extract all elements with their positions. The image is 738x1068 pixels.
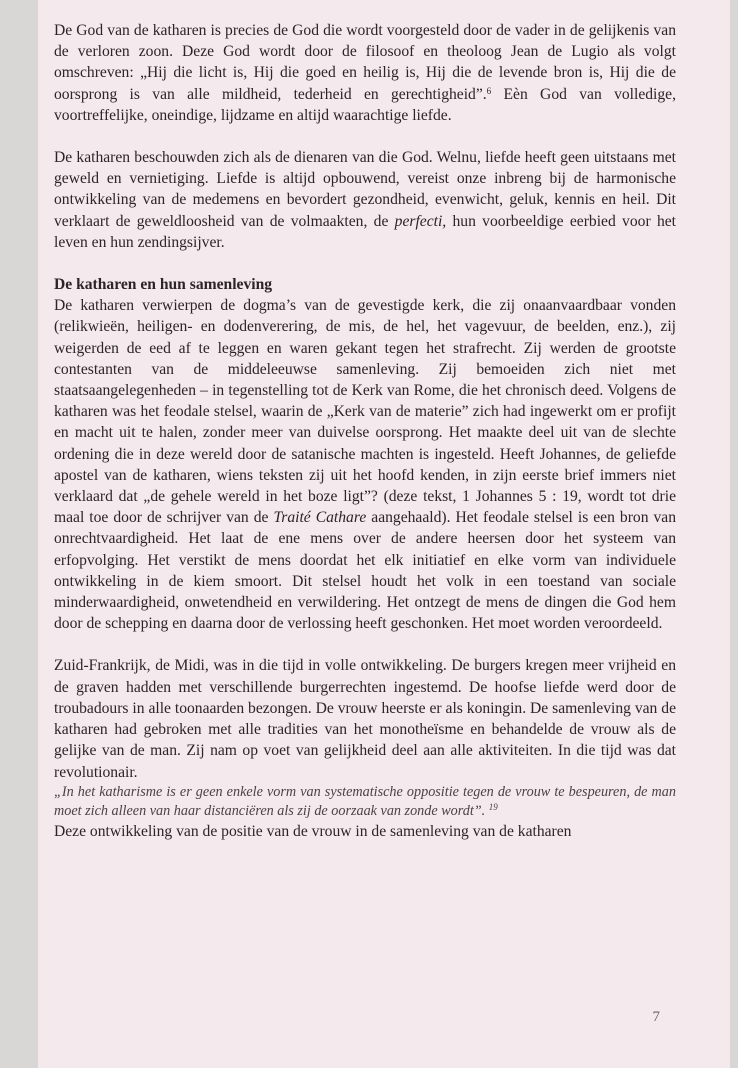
block-quote: „In het katharisme is er geen enkele vorm van systematische oppositie tegen de vrouw te bespeuren, de man moet zich alleen van haar distanciëren als zij de oorzaak van zonde wordt”. $^{19}$	[54, 783, 676, 819]
section-heading: De katharen en hun samenleving	[54, 276, 273, 294]
paragraph-4: Zuid-Frankrijk, de Midi, was in die tijd in volle ontwikkeling. De burgers kregen meer vrijheid en de graven hadden met verschillende burgerrechten ingestemd. De hoofse liefde werd door de troubadours in alle toonaarden bezongen. De vrouw heerste er als koningin. De samenleving van de katharen had gebroken met alle tradities van het monotheïsme en behandelde de vrouw als de gelijke van de man. Zij nam op voet van gelijkheid deel aan alle aktiviteiten. In die tijd was dat revolutionair.	[54, 657, 676, 781]
book-page	[38, 0, 730, 1068]
page-number: 7	[652, 1009, 660, 1025]
footnote-ref: 19	[488, 801, 498, 812]
paragraph-1: De God van de katharen is precies de God die wordt voorgesteld door de vader in de gelijkenis van de verloren zoon. Deze God wordt door de filosoof en theoloog Jean de Lugio als volgt omschreven: „Hij die licht is, Hij die goed en heilig is, Hij die de levende bron is, Hij die de oorsprong is van alle mildheid, tederheid en gerechtigheid”.$^6$ Eèn God van volledige, voortreffelijke, oneindige, lijdzame en altijd waarachtige liefde.	[54, 22, 676, 124]
paragraph-3: De katharen verwierpen de dogma’s van de gevestigde kerk, die zij onaanvaardbaar vonden (relikwieën, heiligen- en dodenverering, de mis, de hel, het vagevuur, de beelden, enz.), zij weigerden de eed af te leggen en waren gekant tegen het strafrecht. Zij werden de grootste contestanten van de middeleeuwse samenleving. Zij bemoeiden zich niet met staatsaangelegenheden – in tegenstelling tot de Kerk van Rome, die het chronisch deed. Volgens de katharen was het feodale stelsel, waarin de „Kerk van de materie” zich had ingewerkt om er profijt en macht uit te halen, zonder meer van duivelse oorsprong. Het maakte deel uit van de slechte ordening die in deze wereld door de satanische machten is ingesteld. Heeft Johannes, de geliefde apostel van de katharen, wiens teksten zij uit het hoofd kenden, in zijn eerste brief immers niet verklaard dat „de gehele wereld in het boze ligt”? (deze tekst, 1 Johannes 5 : 19, wordt tot drie maal toe door de schrijver van de Traité Cathare aangehaald). Het feodale stelsel is een bron van onrechtvaardigheid. Het laat de ene mens over de andere heersen door het systeem van erfopvolging. Het verstikt de mens doordat het elk initiatief en elke vorm van individuele ontwikkeling in de kiem smoort. Dit stelsel houdt het volk in een toestand van sociale minderwaardigheid, onwetendheid en verwildering. Het ontzegt de mens de dingen die God hem door de schepping en daarna door de verlossing heeft geschonken. Het moet worden veroordeeld.	[54, 297, 677, 633]
body-text	[54, 20, 676, 842]
paragraph-5: Deze ontwikkeling van de positie van de vrouw in de samenleving van de katharen	[54, 822, 572, 840]
paragraph-2: De katharen beschouwden zich als de dienaren van die God. Welnu, liefde heeft geen uitstaans met geweld en vernietiging. Liefde is altijd opbouwend, vereist onze inbreng bij de harmonische ontwikkeling van de medemens en bevordert gezondheid, evenwicht, geluk, kennis en heil. Dit verklaart de geweldloosheid van de volmaakten, de perfecti, hun voorbeeldige eerbied voor het leven en hun zendingsijver.	[54, 149, 676, 251]
footnote-ref: 6	[486, 85, 492, 96]
